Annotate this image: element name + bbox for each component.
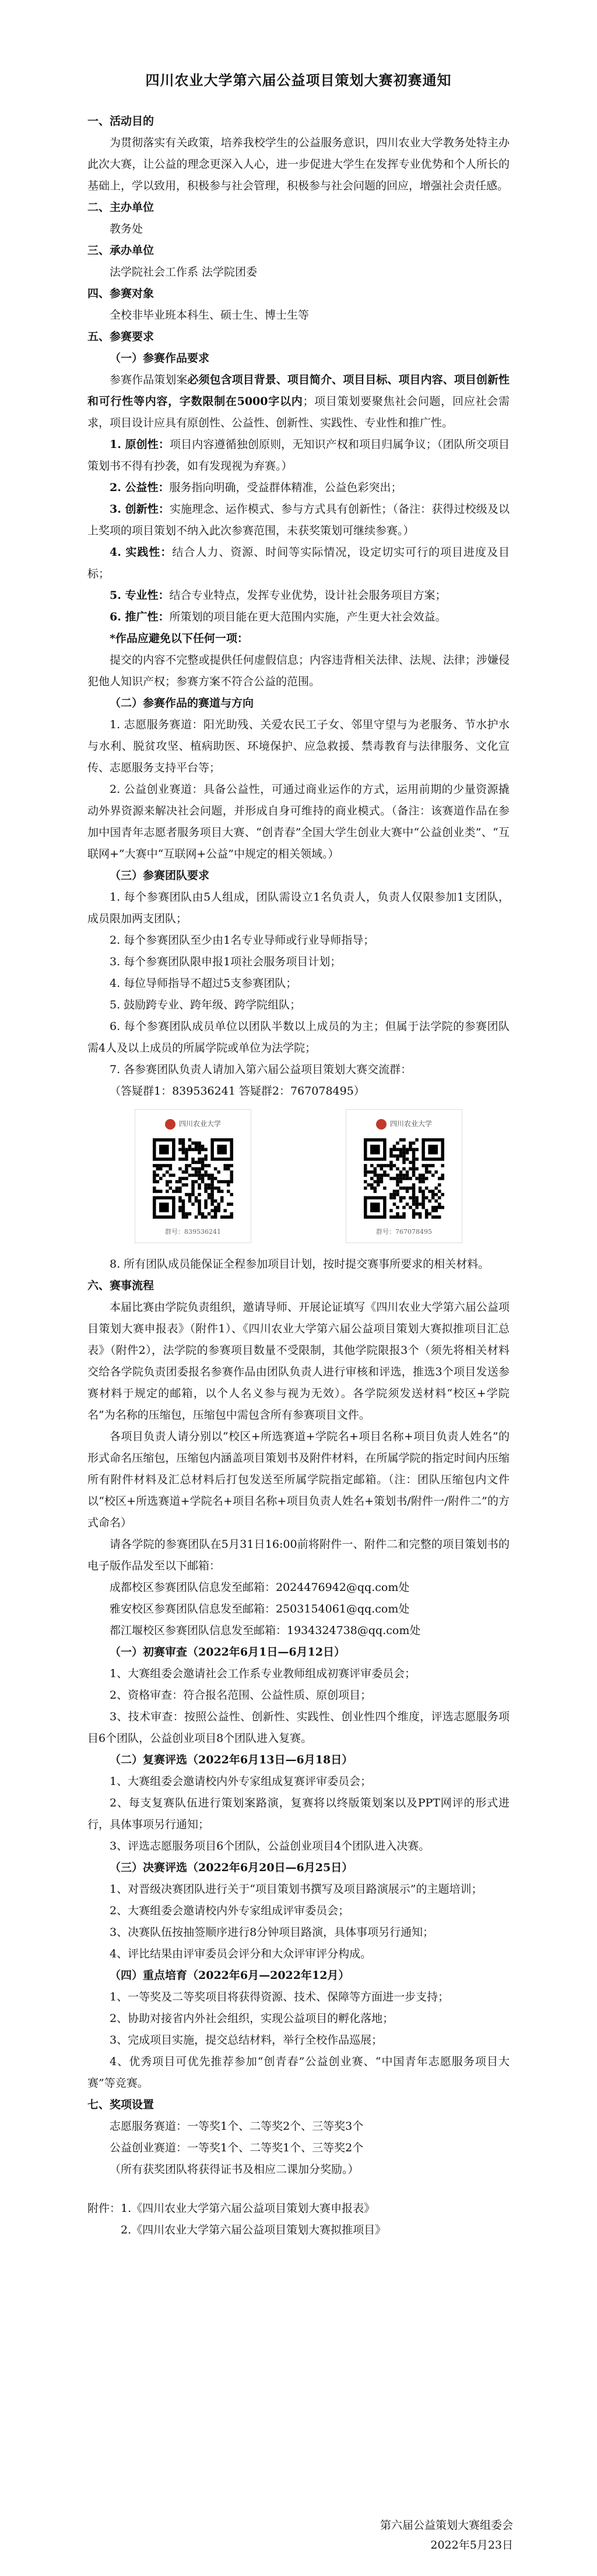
emphasis-text: 必须包含项目背景、项目简介、项目目标、项目内容、项目创新性和可行性等内容，字数限制在5000字以内: [87, 373, 510, 408]
school-logo-icon: [376, 1119, 387, 1130]
qr-code-card: [135, 1109, 251, 1243]
qr-caption: 群号：767078495: [376, 1228, 432, 1236]
list-item: 5. 鼓励跨专业、跨年级、跨学院组队；: [110, 998, 301, 1011]
section-heading: 七、奖项设置: [87, 2098, 154, 2111]
stage-heading: （三）决赛评选（2022年6月20日—6月25日）: [110, 1861, 353, 1874]
qr-header: [165, 1113, 221, 1135]
qr-code-row: [87, 1109, 510, 1243]
list-item: 3、决赛队伍按抽签顺序进行8分钟项目路演，具体事项另行通知；: [110, 1926, 434, 1939]
criterion-item: [87, 477, 510, 499]
qr-caption: 群号：839536241: [165, 1228, 221, 1236]
list-item: 1、大赛组委会邀请校内外专家组成复赛评审委员会；: [110, 1775, 372, 1788]
list-item: 6. 每个参赛团队成员单位以团队半数以上成员的为主；但属于法学院的参赛团队需4人及以上成员的所属学院或单位为法学院；: [87, 1020, 510, 1054]
track-item: 2. 公益创业赛道：具备公益性，可通过商业运作的方式，运用前期的少量资源撬动外界资源来解决社会问题，并形成自身可维持的商业模式。（备注：该赛道作品在参加中国青年志愿者服务项目大赛、“创青春”全国大学生创业大赛中“公益创业类”、“互联网+”大赛中“互联网+公益”中规定的相关领域。）: [87, 783, 510, 860]
criterion-item: [87, 585, 510, 606]
criterion-item: [87, 499, 510, 542]
stage-heading: （四）重点培育（2022年6月—2022年12月）: [110, 1969, 350, 1982]
track-item: 1. 志愿服务赛道：阳光助残、关爱农民工子女、邻里守望与为老服务、节水护水与水利、脱贫攻坚、植病助医、环境保护、应急救援、禁毒教育与法律服务、文化宣传、志愿服务支持平台等；: [87, 718, 510, 774]
list-item: 2、大赛组委会邀请校内外专家组成评审委员会；: [110, 1904, 350, 1917]
criterion-label: 2. 公益性：: [110, 481, 170, 494]
list-item: 4. 每位导师指导不超过5支参赛团队；: [110, 977, 297, 990]
email-line: 成都校区参赛团队信息发至邮箱：2024476942@qq.com处: [110, 1581, 410, 1594]
criterion-item: [87, 542, 510, 585]
page-title: 四川农业大学第六届公益项目策划大赛初赛通知: [145, 72, 452, 89]
list-item: 7. 各参赛团队负责人请加入第六届公益项目策划大赛交流群：: [110, 1063, 412, 1076]
criterion-text: 项目内容遵循独创原则，无知识产权和项目归属争议；（团队所交项目策划书不得有抄袭，如有发现视为弃赛。）: [87, 438, 510, 472]
criterion-label: 1. 原创性：: [110, 438, 170, 451]
signature-date: 2022年5月23日: [430, 2539, 513, 2552]
list-item: 4、优秀项目可优先推荐参加“创青春”公益创业赛、“中国青年志愿服务项目大赛”等竞赛。: [87, 2055, 510, 2090]
qr-header: [376, 1113, 432, 1135]
subsection-heading: （二）参赛作品的赛道与方向: [110, 697, 254, 710]
criterion-item: [87, 434, 510, 477]
notice-body: [87, 111, 510, 2241]
qr-header-text: 四川农业大学: [389, 1120, 432, 1128]
qr-code-icon: [357, 1138, 451, 1219]
qq-group-numbers: （答疑群1：839536241 答疑群2：767078495）: [110, 1085, 365, 1098]
paragraph: 为贯彻落实有关政策，培养我校学生的公益服务意识，四川农业大学教务处特主办此次大赛，让公益的理念更深入人心，进一步促进大学生在发挥专业优势和个人所长的基础上，学以致用，积极参与社会管理，积极参与社会问题的回应，增强社会责任感。: [87, 136, 510, 192]
list-item: 1. 每个参赛团队由5人组成，团队需设立1名负责人，负责人仅限参加1支团队，成员限加两支团队；: [87, 891, 510, 925]
email-line: 都江堰校区参赛团队信息发至邮箱：1934324738@qq.com处: [110, 1624, 421, 1637]
qr-code-card: [346, 1109, 462, 1243]
attachment-line: [87, 2219, 510, 2241]
qr-code-icon: [146, 1138, 240, 1219]
list-item: 2. 每个参赛团队至少由1名专业导师或行业导师指导；: [110, 934, 375, 947]
stage-heading: （一）初赛审查（2022年6月1日—6月12日）: [110, 1646, 345, 1658]
paragraph: 教务处: [110, 223, 143, 235]
paragraph: 提交的内容不完整或提供任何虚假信息；内容违背相关法律、法规、法律；涉嫌侵犯他人知识产权；参赛方案不符合公益的范围。: [87, 654, 510, 688]
list-item: 1、大赛组委会邀请社会工作系专业教师组成初赛评审委员会；: [110, 1667, 416, 1680]
subsection-heading: （一）参赛作品要求: [110, 352, 210, 365]
avoid-heading: *作品应避免以下任何一项：: [110, 632, 248, 645]
criterion-label: 3. 创新性：: [110, 503, 170, 516]
list-item: 2、每支复赛队伍进行策划案路演，复赛将以终版策划案以及PPT网评的形式进行，具体事项另行通知；: [87, 1797, 510, 1831]
stage-heading: （二）复赛评选（2022年6月13日—6月18日）: [110, 1753, 353, 1766]
text: 参赛作品策划案: [110, 373, 188, 386]
paragraph: 法学院社会工作系 法学院团委: [110, 266, 258, 278]
list-item: 4、评比结果由评审委员会评分和大众评审评分构成。: [110, 1947, 372, 1960]
paragraph: 本届比赛由学院负责组织，邀请导师、开展论证填写《四川农业大学第六届公益项目策划大赛申报表》（附件1）、《四川农业大学第六届公益项目策划大赛拟推项目汇总表》（附件2），法学院的参赛项目数量不受限制，其他学院限报3个（须先将相关材料交给各学院负责团委报名参赛作品由团队负责人进行审核和评选，推选3个项目发送参赛材料于规定的邮箱，以个人名义参与视为无效）。各学院须发送材料“校区+学院名”为名称的压缩包，压缩包中需包含所有参赛项目文件。: [87, 1301, 510, 1421]
criterion-text: 实施理念、运作模式、参与方式具有创新性；（备注：获得过校级及以上奖项的项目策划不纳入此次参赛范围，未获奖策划可继续参赛。）: [87, 503, 510, 537]
section-heading: 六、赛事流程: [87, 1279, 154, 1292]
section-heading: 四、参赛对象: [87, 287, 154, 300]
criterion-label: 5. 专业性：: [110, 589, 170, 602]
paragraph: 请各学院的参赛团队在5月31日16:00前将附件一、附件二和完整的项目策划书的电子版作品发至以下邮箱：: [87, 1538, 510, 1572]
section-heading: 二、主办单位: [87, 201, 154, 214]
attachment-line: [87, 2198, 510, 2219]
list-item: 2、资格审查：符合报名范围、公益性质、原创项目；: [110, 1689, 372, 1702]
list-item: 1、对晋级决赛团队进行关于“项目策划书撰写及项目路演展示”的主题培训；: [110, 1883, 483, 1896]
award-line: 公益创业赛道：一等奖1个、二等奖1个、三等奖2个: [110, 2141, 364, 2154]
list-item: 3. 每个参赛团队限申报1项社会服务项目计划；: [110, 955, 342, 968]
paragraph: [87, 369, 510, 434]
criterion-text: 服务指向明确，受益群体精准，公益色彩突出；: [169, 481, 402, 494]
section-heading: 三、承办单位: [87, 244, 154, 257]
award-note: （所有获奖团队将获得证书及相应二课加分奖励。）: [110, 2163, 359, 2176]
attachment-label: 附件：: [87, 2202, 121, 2215]
list-item: 8. 所有团队成员能保证全程参加项目计划，按时提交赛事所要求的相关材料。: [110, 1258, 490, 1271]
criterion-label: 4. 实践性：: [110, 546, 173, 559]
criterion-text: 结合人力、资源、时间等实际情况，设定切实可行的项目进度及目标；: [87, 546, 510, 580]
text: ；项目策划要聚焦社会问题，回应社会需求，项目设计应具有原创性、公益性、创新性、实践性、专业性和推广性。: [87, 395, 510, 429]
list-item: 2、协助对接省内外社会组织，实现公益项目的孵化落地；: [110, 2012, 394, 2025]
list-item: 3、评选志愿服务项目6个团队，公益创业项目4个团队进入决赛。: [110, 1840, 430, 1852]
paragraph: 各项目负责人请分别以“校区+所选赛道+学院名+项目名称+项目负责人姓名”的形式命名压缩包，压缩包内涵盖项目策划书及附件材料，在所属学院的指定时间内压缩所有附件材料及汇总材料后打包发送至所属学院指定邮箱。（注：团队压缩包内文件以“校区+所选赛道+学院名+项目名称+项目负责人姓名+策划书/附件一/附件二”的方式命名）: [87, 1430, 510, 1529]
email-line: 雅安校区参赛团队信息发至邮箱：2503154061@qq.com处: [110, 1603, 410, 1615]
section-heading: 五、参赛要求: [87, 330, 154, 343]
paragraph: 全校非毕业班本科生、硕士生、博士生等: [110, 309, 310, 322]
criterion-label: 6. 推广性：: [110, 611, 170, 623]
list-item: 3、技术审查：按照公益性、创新性、实践性、创业性四个维度，评选志愿服务项目6个团队，公益创业项目8个团队进入复赛。: [87, 1710, 510, 1745]
list-item: 1、一等奖及二等奖项目将获得资源、技术、保障等方面进一步支持；: [110, 1991, 449, 2003]
criterion-text: 结合专业特点，发挥专业优势，设计社会服务项目方案；: [169, 589, 447, 602]
criterion-item: [87, 606, 510, 628]
award-line: 志愿服务赛道：一等奖1个、二等奖2个、三等奖3个: [110, 2120, 364, 2133]
attachment-link[interactable]: 2.《四川农业大学第六届公益项目策划大赛拟推项目》: [121, 2224, 387, 2236]
section-heading: 一、活动目的: [87, 115, 154, 128]
school-logo-icon: [165, 1119, 175, 1130]
attachment-link[interactable]: 1.《四川农业大学第六届公益项目策划大赛申报表》: [121, 2202, 375, 2215]
criterion-text: 所策划的项目能在更大范围内实施，产生更大社会效益。: [169, 611, 447, 623]
qr-header-text: 四川农业大学: [178, 1120, 221, 1128]
signature-org: 第六届公益策划大赛组委会: [380, 2519, 513, 2532]
subsection-heading: （三）参赛团队要求: [110, 869, 210, 882]
list-item: 3、完成项目实施，提交总结材料，举行全校作品巡展；: [110, 2034, 383, 2046]
